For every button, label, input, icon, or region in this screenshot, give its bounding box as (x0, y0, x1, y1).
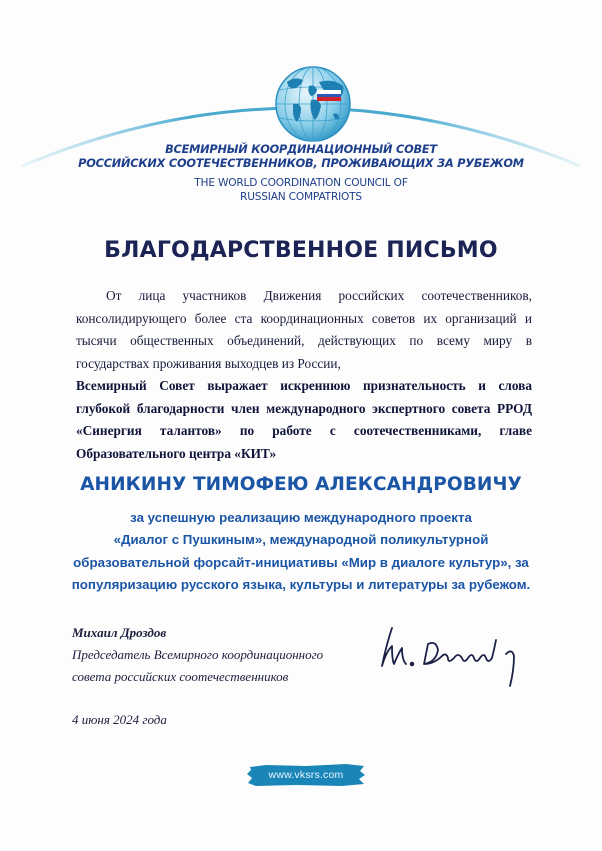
letter-title: БЛАГОДАРСТВЕННОЕ ПИСЬМО (104, 238, 498, 263)
org-name-en-line1: THE WORLD COORDINATION COUNCIL OF (194, 177, 408, 189)
handwritten-signature (372, 620, 552, 692)
reason-line: образовательной форсайт-инициативы «Мир в диалоге культур», за (73, 554, 529, 570)
org-name-ru-line2: РОССИЙСКИХ СООТЕЧЕСТВЕННИКОВ, ПРОЖИВАЮЩИХ ЗА РУБЕЖОМ (78, 157, 524, 170)
letter-date: 4 июня 2024 года (72, 712, 167, 727)
reason-line: популяризацию русского языка, культуры и литературы за рубежом. (71, 576, 531, 592)
reason-line: за успешную реализацию международного проекта (130, 510, 472, 525)
intro-paragraph: От лица участников Движения российских соотечественников, консолидирующего более ста координационных советов их организаций и тысячи общественных объединений, действующих по всему миру в государствах проживания выходцев из России, (76, 288, 532, 371)
signatory-block (72, 622, 323, 688)
website-link[interactable]: www.vksrs.com (268, 769, 344, 781)
globe-icon (273, 64, 353, 144)
signatory-position-line2: совета российских соотечественников (72, 669, 289, 684)
org-name-en-line2: RUSSIAN COMPATRIOTS (240, 191, 362, 203)
org-name-ru-line1: ВСЕМИРНЫЙ КООРДИНАЦИОННЫЙ СОВЕТ (165, 143, 437, 156)
recipient-name: АНИКИНУ ТИМОФЕЮ АЛЕКСАНДРОВИЧУ (80, 474, 522, 495)
reason-text (70, 507, 532, 596)
reason-line: «Диалог с Пушкиным», международной поликультурной (113, 532, 489, 548)
signatory-position-line1: Председатель Всемирного координационного (72, 647, 324, 662)
website-badge (246, 762, 366, 788)
gratitude-paragraph: Всемирный Совет выражает искреннюю признательность и слова глубокой благодарности член международного экспертного совета РРОД «Синергия талантов» по работе с соотечественниками, главе Образовательного центра «КИТ» (76, 378, 532, 461)
signatory-name: Михаил Дроздов (72, 625, 167, 640)
